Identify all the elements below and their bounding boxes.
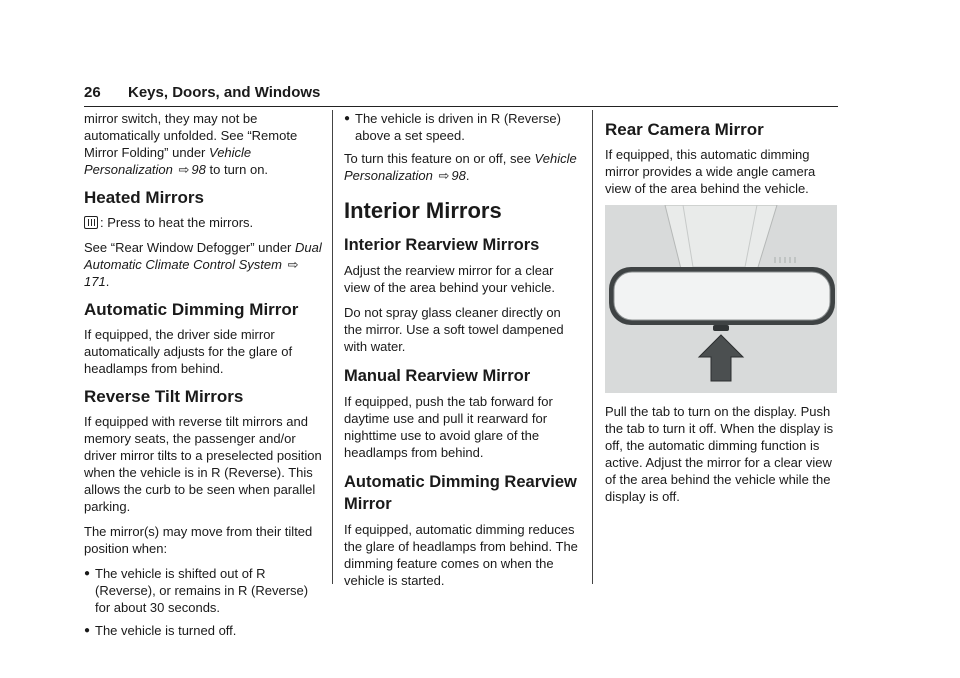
page-header xyxy=(84,84,838,107)
rear-camera-mirror-text-2: Pull the tab to turn on the display. Push the tab to turn it off. When the display is off, the automatic dimming function is active. Adjust the mirror for a clear view of the area behind the vehicle while the display is off. xyxy=(605,404,834,504)
page-ref-arrow-icon: ⇨ xyxy=(178,162,190,177)
interior-rearview-text-2: Do not spray glass cleaner directly on the mirror. Use a soft towel dampened with water. xyxy=(344,305,564,354)
xref-vehicle-personalization[interactable]: Vehicle Personalization xyxy=(84,145,252,177)
list-item: ● The vehicle is shifted out of R (Reverse), or remains in R (Reverse) for about 30 seconds. xyxy=(84,566,309,615)
automatic-dimming-rearview-text: If equipped, automatic dimming reduces the glare of headlamps from behind. The dimming feature comes on when the vehicle is started. xyxy=(344,522,578,588)
column-1 xyxy=(84,110,324,645)
rear-defog-icon xyxy=(84,216,98,229)
toggle-feature-text: To turn this feature on or off, see Vehicle Personalization ⇨ 98. xyxy=(344,151,577,183)
rear-camera-mirror-heading: Rear Camera Mirror xyxy=(605,120,764,139)
xref-page[interactable]: 98 xyxy=(191,162,206,177)
reverse-tilt-mirrors-heading: Reverse Tilt Mirrors xyxy=(84,387,244,406)
intro-paragraph: mirror switch, they may not be automatically unfolded. See “Remote Mirror Folding” under Vehicle Personalization ⇨ 98 to turn on. xyxy=(84,111,298,177)
page-number: 26 xyxy=(84,84,101,101)
reverse-tilt-text-1: If equipped with reverse tilt mirrors and memory seats, the passenger and/or driver mirror tilts to a preselected position when the vehicle is in R (Reverse). This allows the curb to be seen when parallel parking. xyxy=(84,414,322,514)
list-item: ● The vehicle is turned off. xyxy=(84,623,237,638)
bullet-icon: ● xyxy=(84,625,91,636)
column-divider xyxy=(332,110,333,584)
automatic-dimming-mirror-text: If equipped, the driver side mirror automatically adjusts for the glare of headlamps from behind. xyxy=(84,327,293,376)
heated-mirrors-heading: Heated Mirrors xyxy=(84,188,204,207)
xref-page[interactable]: 171 xyxy=(84,274,106,289)
reverse-tilt-text-2: The mirror(s) may move from their tilted position when: xyxy=(84,524,313,556)
page-ref-arrow-icon: ⇨ xyxy=(287,257,299,272)
bullet-icon: ● xyxy=(84,568,91,579)
xref-vehicle-personalization[interactable]: Vehicle Personalization xyxy=(344,151,577,183)
manual-rearview-mirror-heading: Manual Rearview Mirror xyxy=(344,367,531,385)
automatic-dimming-mirror-heading: Automatic Dimming Mirror xyxy=(84,300,299,319)
interior-mirrors-heading: Interior Mirrors xyxy=(344,198,502,223)
column-divider xyxy=(592,110,593,584)
interior-rearview-text-1: Adjust the rearview mirror for a clear view of the area behind your vehicle. xyxy=(344,263,556,295)
column-3 xyxy=(605,110,841,513)
page-ref-arrow-icon: ⇨ xyxy=(438,168,450,183)
rear-camera-mirror-text-1: If equipped, this automatic dimming mirror provides a wide angle camera view of the area behind the vehicle. xyxy=(605,147,816,196)
column-2 xyxy=(344,110,580,597)
heated-mirrors-button-text: : Press to heat the mirrors. xyxy=(84,214,324,231)
section-title: Keys, Doors, and Windows xyxy=(128,84,321,101)
manual-rearview-mirror-text: If equipped, push the tab forward for daytime use and pull it rearward for nighttime use to avoid glare of the headlamps from behind. xyxy=(344,394,553,460)
interior-rearview-mirrors-heading: Interior Rearview Mirrors xyxy=(344,236,540,254)
automatic-dimming-rearview-heading: Automatic Dimming Rearview Mirror xyxy=(344,473,577,513)
list-item: ● The vehicle is driven in R (Reverse) above a set speed. xyxy=(344,111,561,143)
xref-page[interactable]: 98 xyxy=(451,168,466,183)
bullet-icon: ● xyxy=(344,113,351,124)
heated-mirrors-see-also: See “Rear Window Defogger” under Dual Automatic Climate Control System ⇨171. xyxy=(84,240,322,289)
xref-climate-control[interactable]: Dual Automatic Climate Control System xyxy=(84,240,322,272)
rear-camera-mirror-illustration xyxy=(605,205,837,393)
